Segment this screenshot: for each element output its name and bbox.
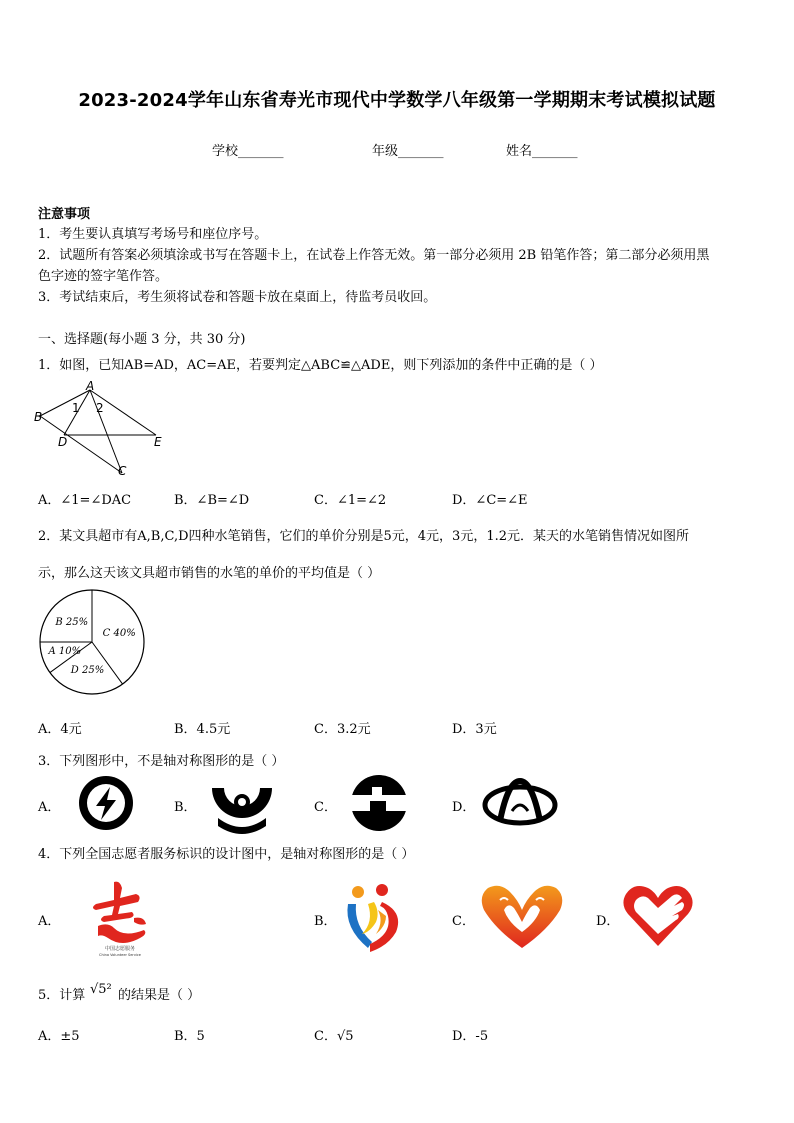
grade-field: 年级_______ (372, 144, 444, 159)
notice-heading: 注意事项 (38, 207, 91, 222)
q2-option-c[interactable]: C．3.2元 (314, 722, 371, 737)
q4-option-d-label[interactable]: D． (596, 914, 620, 929)
q2-option-a[interactable]: A．4元 (38, 722, 82, 737)
pie-label-d: D 25% (70, 665, 105, 677)
notice-item-2-cont: 色字迹的签字笔作答。 (38, 269, 169, 284)
page-title: 2023-2024学年山东省寿光市现代中学数学八年级第一学期期末考试模拟试题 (78, 90, 716, 111)
q2-text-line2: 示，那么这天该文具超市销售的水笔的单价的平均值是（ ） (38, 566, 381, 581)
label-angle-2: 2 (96, 401, 104, 415)
lightning-circle-icon[interactable] (72, 778, 140, 828)
label-angle-1: 1 (72, 401, 80, 415)
q1-text: 1．如图，已知AB=AD，AC=AE，若要判定△ABC≌△ADE，则下列添加的条件中正确的是（ ） (38, 358, 603, 373)
q5-option-d[interactable]: D．-5 (452, 1029, 489, 1044)
section-heading: 一、选择题(每小题 3 分，共 30 分) (38, 332, 246, 347)
q1-option-d[interactable]: D．∠C=∠E (452, 493, 528, 508)
school-field: 学校_______ (212, 144, 284, 159)
label-b: B (34, 410, 43, 424)
q2-pie-chart (36, 590, 156, 700)
q5-text-after: 的结果是（ ） (118, 988, 201, 1003)
q5-radical: √5² (90, 982, 112, 997)
q2-option-b[interactable]: B．4.5元 (174, 722, 231, 737)
q3-option-b-label[interactable]: B． (174, 800, 197, 815)
pie-label-c: C 40% (102, 628, 136, 640)
label-d: D (58, 435, 68, 449)
q4-text: 4．下列全国志愿者服务标识的设计图中，是轴对称图形的是（ ） (38, 847, 415, 862)
q2-text-line1: 2．某文具超市有A,B,C,D四种水笔销售，它们的单价分别是5元，4元，3元，1.2元．某天的水笔销售情况如图所 (38, 529, 690, 544)
q5-option-b[interactable]: B．5 (174, 1029, 205, 1044)
label-a: A (86, 379, 95, 393)
q1-option-b[interactable]: B．∠B=∠D (174, 493, 250, 508)
q3-text: 3．下列图形中，不是轴对称图形的是（ ） (38, 754, 285, 769)
notice-item-3: 3．考试结束后，考生须将试卷和答题卡放在桌面上，待监考员收回。 (38, 290, 437, 305)
label-e: E (154, 435, 162, 449)
notice-item-2: 2．试题所有答案必须填涂或书写在答题卡上，在试卷上作答无效。第一部分必须用 2B 铅笔作答；第二部分必须用黑 (38, 248, 710, 263)
q5-option-a[interactable]: A．±5 (38, 1029, 80, 1044)
arch-oval-icon[interactable] (482, 777, 558, 829)
logo-a-caption-en: China Volunteer Service (99, 953, 141, 957)
pie-label-a: A 10% (48, 645, 82, 657)
volunteer-logo-d-icon[interactable] (620, 880, 700, 952)
q5-text-before: 5．计算 (38, 988, 86, 1003)
notice-item-1: 1．考生要认真填写考场号和座位序号。 (38, 227, 268, 242)
q5-option-c[interactable]: C．√5 (314, 1029, 354, 1044)
q4-option-c-label[interactable]: C． (452, 914, 475, 929)
q1-triangle-figure (30, 378, 170, 478)
ring-emblem-icon[interactable] (208, 778, 276, 830)
circle-block-icon[interactable] (348, 777, 410, 829)
q4-option-b-label[interactable]: B． (314, 914, 337, 929)
name-field: 姓名_______ (506, 144, 578, 159)
q1-option-a[interactable]: A．∠1=∠DAC (38, 493, 132, 508)
q3-option-c-label[interactable]: C． (314, 800, 337, 815)
q2-option-d[interactable]: D．3元 (452, 722, 497, 737)
volunteer-logo-a-icon[interactable] (84, 878, 156, 958)
pie-label-b: B 25% (55, 616, 89, 628)
q3-option-a-label[interactable]: A． (38, 800, 61, 815)
volunteer-logo-b-icon[interactable] (342, 882, 406, 954)
logo-a-caption: 中国志愿服务 (104, 946, 136, 952)
volunteer-logo-c-icon[interactable] (478, 882, 566, 952)
q4-option-a-label[interactable]: A． (38, 914, 61, 929)
label-c: C (118, 464, 127, 478)
q3-option-d-label[interactable]: D． (452, 800, 476, 815)
q1-option-c[interactable]: C．∠1=∠2 (314, 493, 387, 508)
